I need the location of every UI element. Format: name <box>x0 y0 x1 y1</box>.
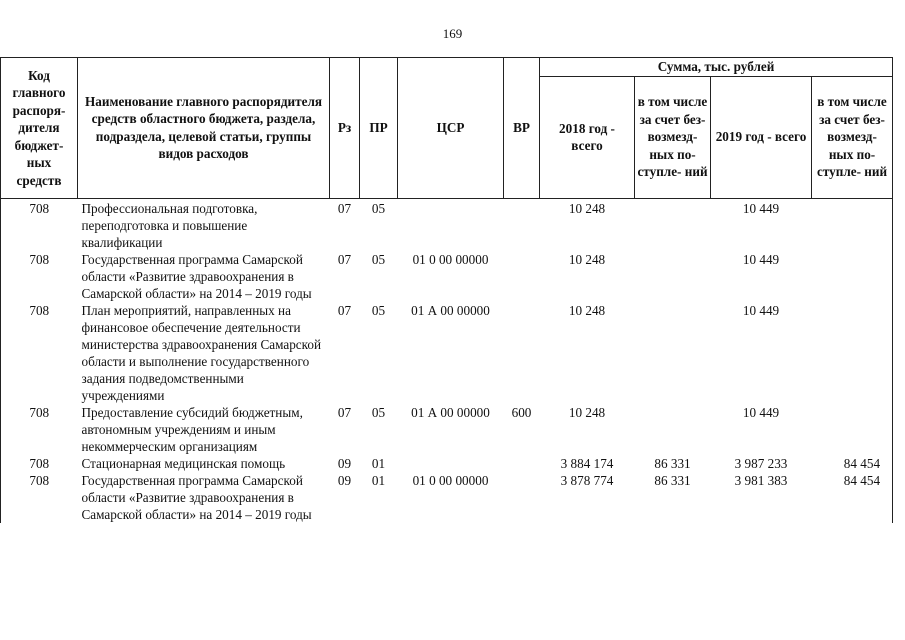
row-2019-free <box>812 302 893 404</box>
header-csr: ЦСР <box>398 58 504 199</box>
table-row <box>1 404 893 455</box>
row-2018-total: 10 248 <box>568 302 606 318</box>
row-rz: 07 <box>337 200 352 216</box>
row-code: 708 <box>1 404 78 455</box>
row-2018-free <box>635 302 711 404</box>
row-rz: 07 <box>337 251 352 267</box>
header-2018-free: в том числе за счет без- возмезд- ных по- ступле- ний <box>635 76 711 198</box>
row-2018-total: 10 248 <box>568 200 606 216</box>
row-pr: 05 <box>371 404 386 420</box>
row-2019-free <box>812 251 893 302</box>
table-row <box>1 251 893 302</box>
row-2018-total: 10 248 <box>568 404 606 420</box>
row-vr <box>504 472 540 523</box>
row-name: Государственная программа Самарской области «Развитие здравоохранения в Самарской области» на 2014 – 2019 годы <box>81 251 312 301</box>
row-code: 708 <box>1 198 78 251</box>
header-vr: ВР <box>504 58 540 199</box>
row-2019-total: 10 449 <box>742 200 780 216</box>
row-vr <box>504 455 540 472</box>
row-2018-free <box>635 251 711 302</box>
row-vr <box>504 251 540 302</box>
row-name: Профессиональная подготовка, переподготовка и повышение квалификации <box>81 200 258 250</box>
row-vr: 600 <box>511 404 532 420</box>
row-vr <box>504 198 540 251</box>
header-2019-free: в том числе за счет без- возмезд- ных по- ступле- ний <box>812 76 893 198</box>
page-number: 169 <box>442 26 463 41</box>
budget-table <box>0 57 893 523</box>
row-name: Государственная программа Самарской области «Развитие здравоохранения в Самарской области» на 2014 – 2019 годы <box>81 472 312 522</box>
row-code: 708 <box>1 472 78 523</box>
row-pr: 01 <box>371 472 386 488</box>
row-pr: 05 <box>371 302 386 318</box>
row-rz: 09 <box>337 472 352 488</box>
row-2019-total: 10 449 <box>742 404 780 420</box>
row-2018-free <box>635 404 711 455</box>
header-rz: Рз <box>330 58 360 199</box>
row-name: Стационарная медицинская помощь <box>81 455 286 471</box>
row-pr: 05 <box>371 200 386 216</box>
row-csr: 01 А 00 00000 <box>411 404 490 420</box>
row-2019-free <box>812 404 893 455</box>
row-2019-total: 10 449 <box>742 302 780 318</box>
row-rz: 07 <box>337 302 352 318</box>
header-sum: Сумма, тыс. рублей <box>540 58 893 77</box>
row-2018-total: 3 878 774 <box>560 472 614 488</box>
row-2018-total: 10 248 <box>568 251 606 267</box>
row-csr: 01 0 00 00000 <box>412 251 489 267</box>
row-2018-free: 86 331 <box>654 472 691 488</box>
row-2019-free: 84 454 <box>812 472 893 523</box>
row-pr: 01 <box>371 455 386 471</box>
row-2019-total: 3 981 383 <box>734 472 788 488</box>
row-2018-total: 3 884 174 <box>560 455 614 471</box>
row-2019-free <box>812 198 893 251</box>
table-row <box>1 302 893 404</box>
table-row <box>1 472 893 523</box>
header-2019-total: 2019 год - всего <box>711 76 812 198</box>
row-csr: 01 0 00 00000 <box>412 472 489 488</box>
row-2018-free: 86 331 <box>654 455 691 471</box>
row-pr: 05 <box>371 251 386 267</box>
header-code: Код главного распоря- дителя бюджет- ных средств <box>1 58 78 199</box>
row-name: Предоставление субсидий бюджетным, автономным учреждениям и иным некоммерческим организациям <box>81 404 303 454</box>
row-code: 708 <box>1 302 78 404</box>
row-code: 708 <box>1 455 78 472</box>
row-csr: 01 А 00 00000 <box>411 302 490 318</box>
row-rz: 09 <box>337 455 352 471</box>
header-name: Наименование главного распорядителя средств областного бюджета, раздела, подраздела, целевой статьи, группы видов расходов <box>78 58 330 199</box>
row-csr <box>398 198 504 251</box>
row-2019-free: 84 454 <box>812 455 893 472</box>
table-header <box>1 58 893 199</box>
row-rz: 07 <box>337 404 352 420</box>
row-csr <box>398 455 504 472</box>
header-pr: ПР <box>360 58 398 199</box>
row-2019-total: 3 987 233 <box>734 455 788 471</box>
header-2018-total: 2018 год - всего <box>540 76 635 198</box>
row-vr <box>504 302 540 404</box>
row-code: 708 <box>1 251 78 302</box>
table-row <box>1 455 893 472</box>
row-2018-free <box>635 198 711 251</box>
row-name: План мероприятий, направленных на финансовое обеспечение деятельности министерства здравоохранения Самарской области и выполнение государственного задания подведомственными учреждениями <box>81 302 322 403</box>
row-2019-total: 10 449 <box>742 251 780 267</box>
table-row <box>1 198 893 251</box>
